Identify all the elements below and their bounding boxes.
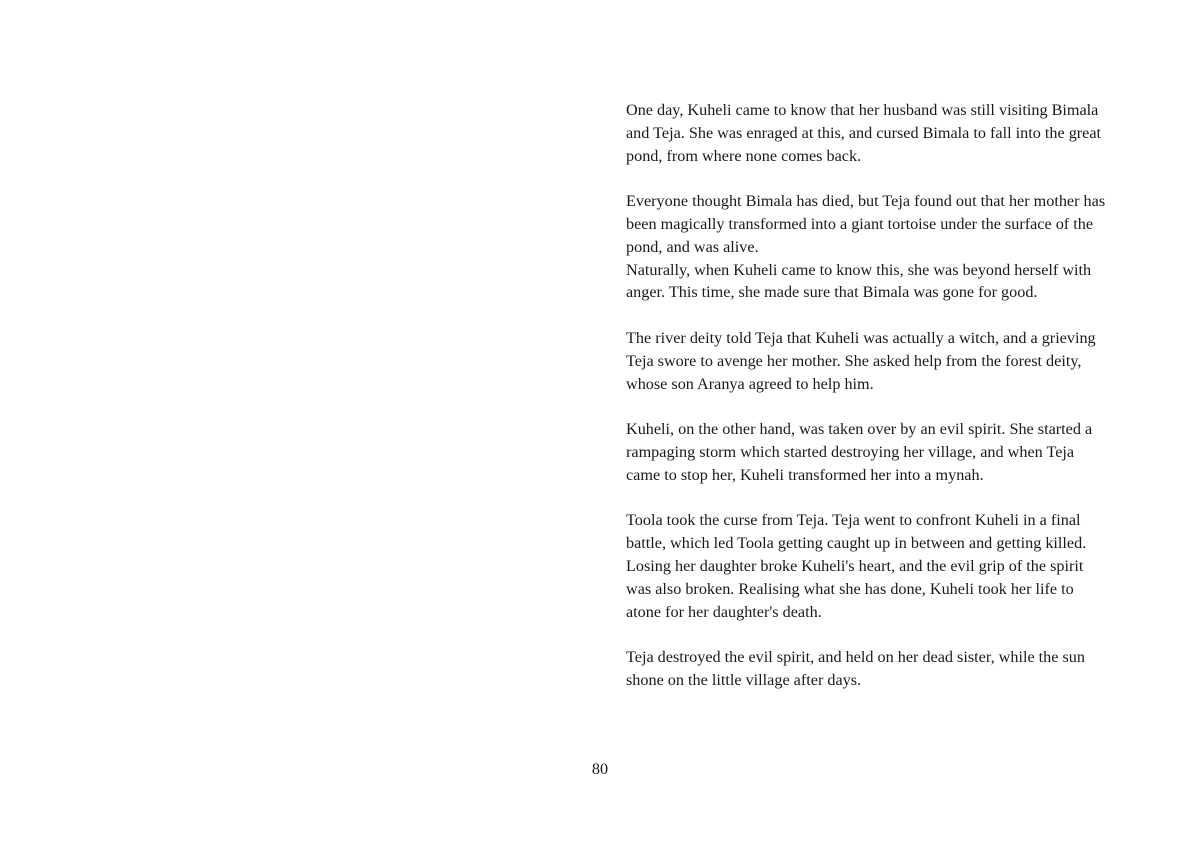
paragraph: Teja destroyed the evil spirit, and held on her dead sister, while the sun shone on the little village after days. [626,648,1085,689]
paragraph: Naturally, when Kuheli came to know this, she was beyond herself with anger. This time, she made sure that Bimala was gone for good. [626,260,1092,302]
paragraph: Everyone thought Bimala has died, but Teja found out that her mother has been magically transformed into a giant tortoise under the surface of the pond, and was alive. [626,192,1106,256]
paragraph: Kuheli, on the other hand, was taken over by an evil spirit. She started a rampaging storm which started destroying her village, and when Teja came to stop her, Kuheli transformed her into a mynah. [626,420,1093,484]
page-number: 80 [591,760,609,778]
story-text [626,99,1106,715]
paragraph: Toola took the curse from Teja. Teja went to confront Kuheli in a final battle, which led Toola getting caught up in between and getting killed. Losing her daughter broke Kuheli's heart, and the evil grip of the spirit was also broken. Realising what she has done, Kuheli took her life to atone for her daughter's death. [626,511,1087,621]
paragraph: The river deity told Teja that Kuheli was actually a witch, and a grieving Teja swore to avenge her mother. She asked help from the forest deity, whose son Aranya agreed to help him. [626,328,1096,393]
paragraph: One day, Kuheli came to know that her husband was still visiting Bimala and Teja. She was enraged at this, and cursed Bimala to fall into the great pond, from where none comes back. [626,101,1102,165]
